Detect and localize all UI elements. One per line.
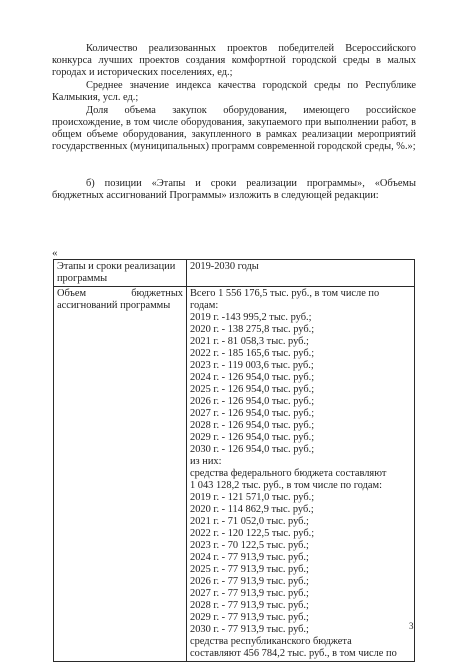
budget-line: 2021 г. - 81 058,3 тыс. руб.; <box>190 336 309 347</box>
paragraph-amendment-b: б) позиции «Этапы и сроки реализации программы», «Объемы бюджетных ассигнований Программы» изложить в следующей редакции: <box>52 178 416 201</box>
budget-line: 2019 г. -143 995,2 тыс. руб.; <box>190 312 312 323</box>
paragraph-russian-equipment-share: Доля объема закупок оборудования, имеющего российское происхождение, в том числе оборудования, закупаемого при выполнении работ, в общем объеме оборудования, закупленного в рамках реализации мероприятий государственных (муниципальных) программ современной городской среды, %.»; <box>52 105 416 152</box>
budget-line: Всего 1 556 176,5 тыс. руб., в том числе по <box>190 288 380 299</box>
table-cell-stages-label: Этапы и сроки реализации программы <box>54 260 187 287</box>
opening-quote-mark: « <box>52 247 58 259</box>
budget-line: 2027 г. - 77 913,9 тыс. руб.; <box>190 588 309 599</box>
budget-line: 2019 г. - 121 571,0 тыс. руб.; <box>190 492 315 503</box>
budget-line: 2023 г. - 70 122,5 тыс. руб.; <box>190 540 309 551</box>
program-passport-table <box>53 259 415 662</box>
budget-line: 2029 г. - 126 954,0 тыс. руб.; <box>190 432 315 443</box>
budget-line: 2026 г. - 77 913,9 тыс. руб.; <box>190 576 309 587</box>
budget-line: 2025 г. - 126 954,0 тыс. руб.; <box>190 384 315 395</box>
budget-line: 2023 г. - 119 003,6 тыс. руб.; <box>190 360 314 371</box>
budget-line: средства федерального бюджета составляют <box>190 468 387 479</box>
budget-line: 2027 г. - 126 954,0 тыс. руб.; <box>190 408 315 419</box>
budget-line: составляют 456 784,2 тыс. руб., в том числе по <box>190 648 397 659</box>
budget-line: 2026 г. - 126 954,0 тыс. руб.; <box>190 396 315 407</box>
budget-line: 2029 г. - 77 913,9 тыс. руб.; <box>190 612 309 623</box>
budget-line: 2024 г. - 126 954,0 тыс. руб.; <box>190 372 315 383</box>
table-cell-stages-value: 2019-2030 годы <box>187 260 415 287</box>
budget-line: 2021 г. - 71 052,0 тыс. руб.; <box>190 516 309 527</box>
budget-line: из них: <box>190 456 222 467</box>
page-number: 3 <box>409 621 414 631</box>
budget-line: 2030 г. - 126 954,0 тыс. руб.; <box>190 444 315 455</box>
table-cell-budget-label: Объем бюджетных ассигнований программы <box>54 287 187 662</box>
table-cell-budget-value <box>187 287 415 662</box>
budget-line: 2022 г. - 120 122,5 тыс. руб.; <box>190 528 315 539</box>
table-row-budget <box>54 287 415 662</box>
budget-line: 2020 г. - 138 275,8 тыс. руб.; <box>190 324 315 335</box>
budget-line: 1 043 128,2 тыс. руб., в том числе по годам: <box>190 480 382 491</box>
table-row-stages <box>54 260 415 287</box>
budget-line: средства республиканского бюджета <box>190 636 352 647</box>
budget-line: годам: <box>190 300 219 311</box>
budget-line: 2020 г. - 114 862,9 тыс. руб.; <box>190 504 314 515</box>
budget-line: 2030 г. - 77 913,9 тыс. руб.; <box>190 624 309 635</box>
paragraph-projects-count: Количество реализованных проектов победителей Всероссийского конкурса лучших проектов создания комфортной городской среды в малых городах и исторических поселениях, ед.; <box>52 43 416 78</box>
paragraph-urban-quality-index: Среднее значение индекса качества городской среды по Республике Калмыкия, усл. ед.; <box>52 80 416 103</box>
budget-line: 2028 г. - 126 954,0 тыс. руб.; <box>190 420 315 431</box>
budget-line: 2028 г. - 77 913,9 тыс. руб.; <box>190 600 309 611</box>
budget-line: 2022 г. - 185 165,6 тыс. руб.; <box>190 348 315 359</box>
budget-line: 2024 г. - 77 913,9 тыс. руб.; <box>190 552 309 563</box>
budget-line: 2025 г. - 77 913,9 тыс. руб.; <box>190 564 309 575</box>
